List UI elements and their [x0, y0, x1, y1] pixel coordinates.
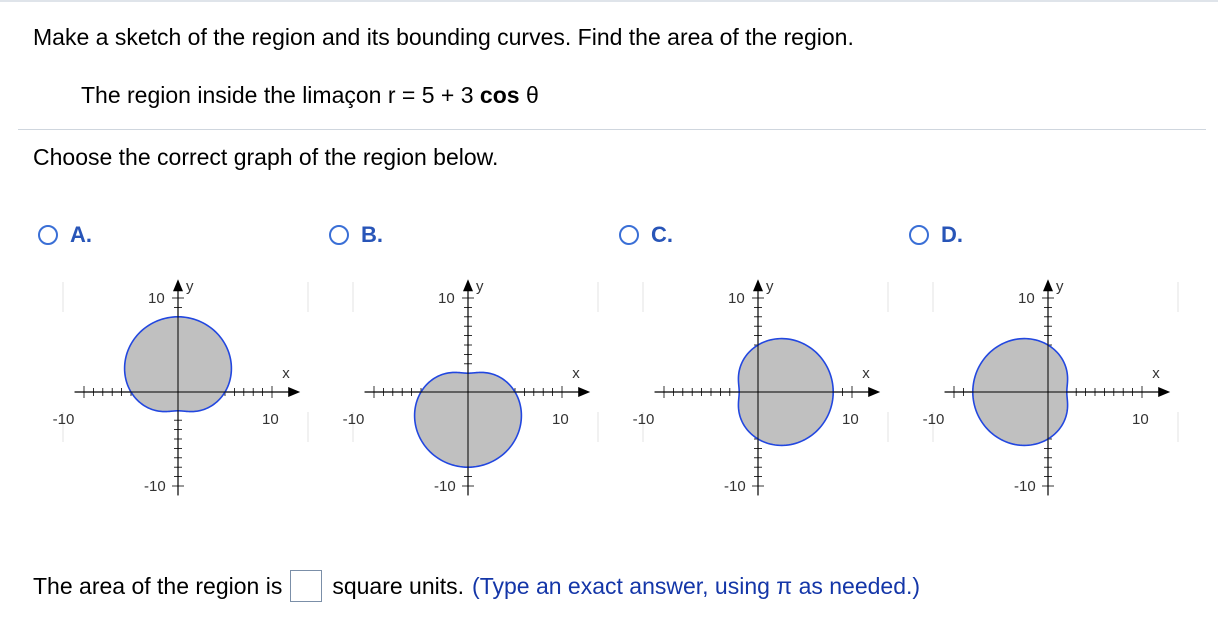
x-axis-label: x	[862, 365, 870, 382]
question-prompt: Make a sketch of the region and its bounding curves. Find the area of the region.	[33, 24, 854, 50]
graph-b	[342, 262, 600, 512]
x-max-label: 10	[1132, 411, 1149, 428]
option-b-label: B.	[361, 222, 383, 247]
y-max-label: 10	[438, 290, 455, 307]
answer-row	[33, 570, 920, 602]
answer-input[interactable]	[290, 570, 322, 602]
choose-instruction: Choose the correct graph of the region below.	[33, 144, 499, 170]
theta-symbol: θ	[525, 82, 539, 108]
graph-a	[52, 262, 310, 512]
y-axis-label: y	[766, 278, 774, 296]
graph-svg	[632, 262, 890, 512]
y-axis-label: y	[1056, 278, 1064, 296]
option-c-radio[interactable]	[619, 225, 639, 245]
option-b-radio[interactable]	[329, 225, 349, 245]
option-c[interactable]	[619, 222, 673, 248]
top-border	[0, 0, 1218, 2]
y-axis-label: y	[476, 278, 484, 296]
x-max-label: 10	[552, 411, 569, 428]
x-min-label: -10	[52, 411, 75, 428]
x-axis-label: x	[1152, 365, 1160, 382]
x-min-label: -10	[632, 411, 655, 428]
separator	[18, 129, 1206, 130]
option-c-label: C.	[651, 222, 673, 247]
graph-d	[922, 262, 1180, 512]
option-d[interactable]	[909, 222, 963, 248]
y-min-label: -10	[1014, 478, 1036, 495]
y-axis-label: y	[186, 278, 194, 296]
option-d-radio[interactable]	[909, 225, 929, 245]
graph-svg	[922, 262, 1180, 512]
y-min-label: -10	[724, 478, 746, 495]
option-a-label: A.	[70, 222, 92, 247]
x-axis-label: x	[282, 365, 290, 382]
option-b[interactable]	[329, 222, 383, 248]
option-d-label: D.	[941, 222, 963, 247]
x-max-label: 10	[262, 411, 279, 428]
y-min-label: -10	[434, 478, 456, 495]
cos-text: cos	[479, 82, 520, 108]
region-description	[81, 82, 539, 109]
graph-svg	[52, 262, 310, 512]
option-a[interactable]	[38, 222, 92, 248]
region-text: The region inside the limaçon r = 5 + 3	[81, 82, 474, 108]
x-min-label: -10	[922, 411, 945, 428]
answer-suffix: square units.	[332, 572, 465, 599]
answer-hint: (Type an exact answer, using π as needed.)	[472, 572, 921, 599]
answer-prefix: The area of the region is	[33, 572, 283, 599]
graph-c	[632, 262, 890, 512]
y-max-label: 10	[148, 290, 165, 307]
y-min-label: -10	[144, 478, 166, 495]
y-max-label: 10	[1018, 290, 1035, 307]
graph-svg	[342, 262, 600, 512]
x-min-label: -10	[342, 411, 365, 428]
option-a-radio[interactable]	[38, 225, 58, 245]
x-axis-label: x	[572, 365, 580, 382]
y-max-label: 10	[728, 290, 745, 307]
x-max-label: 10	[842, 411, 859, 428]
